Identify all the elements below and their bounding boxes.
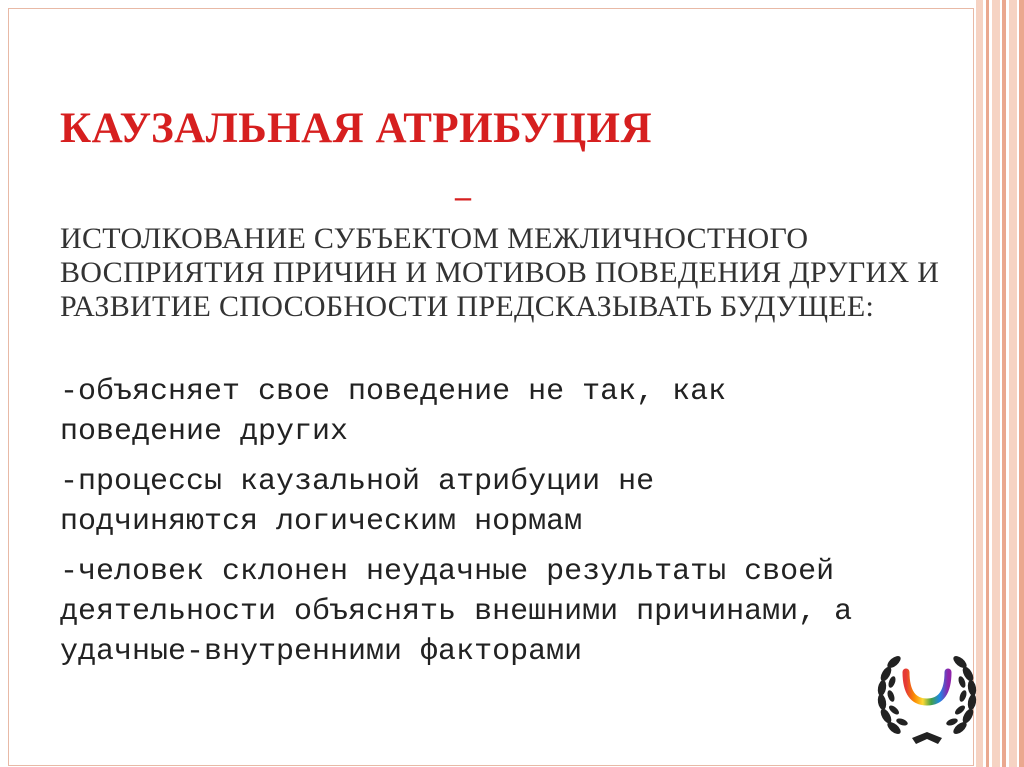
decorative-stripe (986, 0, 989, 767)
decorative-stripe (1002, 0, 1006, 767)
title-dash: – (455, 178, 471, 214)
bullet-list (60, 372, 860, 682)
list-item: -человек склонен неудачные результаты своей деятельности объяснять внешними причинами, а удачные-внутренними факторами (60, 555, 853, 669)
decorative-stripe (992, 0, 1000, 767)
decorative-stripe (1019, 0, 1024, 767)
laurel-right (945, 654, 977, 736)
decorative-stripe (1009, 0, 1017, 767)
list-item: -процессы каузальной атрибуции не подчиняются логическим нормам (60, 465, 655, 539)
laurel-left (877, 654, 909, 736)
psi-laurel-icon (872, 640, 982, 750)
slide-title: КАУЗАЛЬНАЯ АТРИБУЦИЯ (60, 105, 653, 152)
definition-text: ИСТОЛКОВАНИЕ СУБЪЕКТОМ МЕЖЛИЧНОСТНОГО ВОСПРИЯТИЯ ПРИЧИН И МОТИВОВ ПОВЕДЕНИЯ ДРУГИХ И РАЗВИТИЕ СПОСОБНОСТИ ПРЕДСКАЗЫВАТЬ БУДУЩЕЕ: (60, 222, 940, 323)
list-item: -объясняет свое поведение не так, как поведение других (60, 375, 727, 449)
